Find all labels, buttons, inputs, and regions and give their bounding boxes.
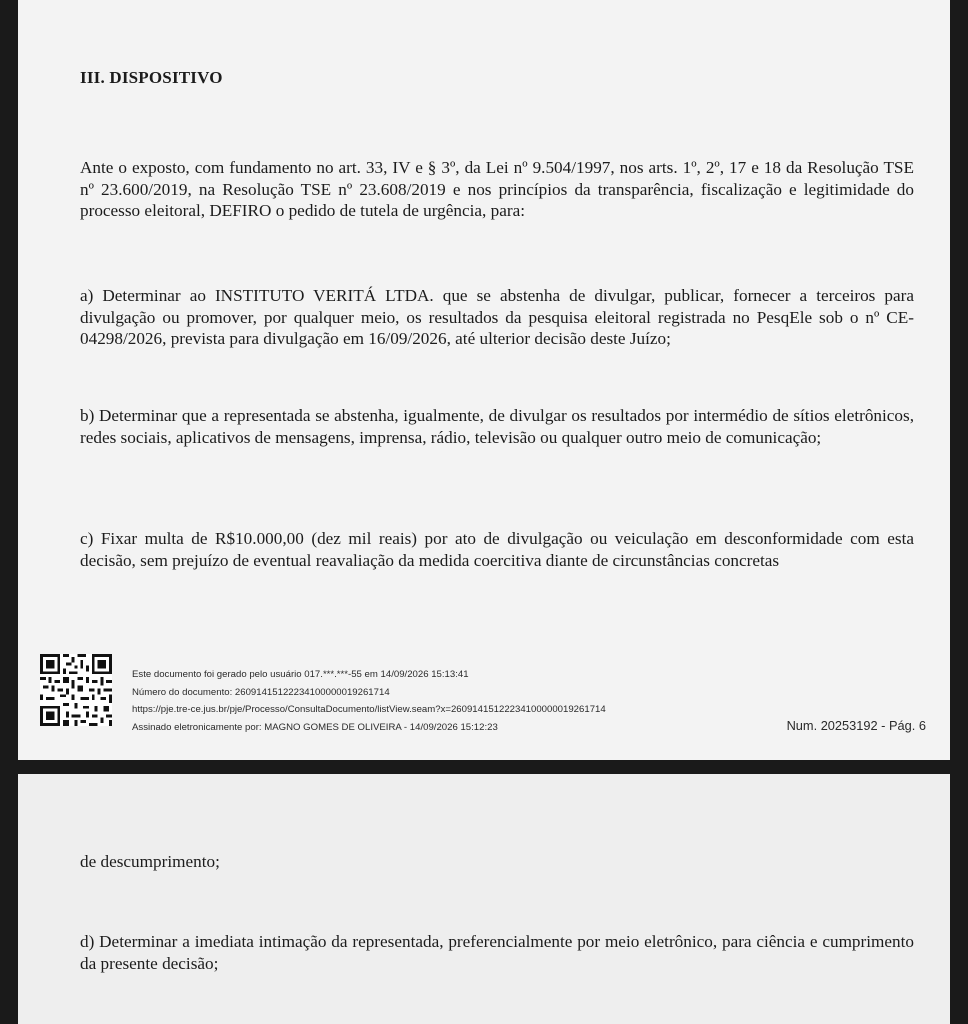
footer-url[interactable]: https://pje.tre-ce.jus.br/pje/Processo/ConsultaDocumento/listView.seam?x=26091415122234100000019261714: [132, 704, 606, 716]
footer-signature: Assinado eletronicamente por: MAGNO GOMES DE OLIVEIRA - 14/09/2026 15:12:23: [132, 721, 498, 733]
item-d-paragraph: d) Determinar a imediata intimação da representada, preferencialmente por meio eletrônico, para ciência e cumprimento da presente decisão;: [80, 932, 914, 973]
electronic-signature-info: [132, 666, 606, 736]
page-number: Num. 20253192 - Pág. 6: [786, 718, 926, 733]
item-b-paragraph: b) Determinar que a representada se abstenha, igualmente, de divulgar os resultados por intermédio de sítios eletrônicos, redes sociais, aplicativos de mensagens, imprensa, rádio, televisão ou qualquer outro meio de comunicação;: [80, 406, 914, 447]
intro-paragraph: Ante o exposto, com fundamento no art. 33, IV e § 3º, da Lei nº 9.504/1997, nos arts. 1º, 2º, 17 e 18 da Resolução TSE nº 23.600/2019, na Resolução TSE nº 23.608/2019 e nos princípios da transparência, fiscalização e legitimidade do processo eleitoral, DEFIRO o pedido de tutela de urgência, para:: [80, 158, 914, 220]
continuation-paragraph: de descumprimento;: [80, 852, 220, 871]
section-heading: III. DISPOSITIVO: [80, 68, 223, 87]
footer-document-number: Número do documento: 26091415122234100000019261714: [132, 686, 390, 698]
footer-generated-line: Este documento foi gerado pelo usuário 017.***.***-55 em 14/09/2026 15:13:41: [132, 669, 469, 680]
qr-code-icon: [40, 654, 112, 726]
document-page-6: [18, 0, 950, 760]
item-a-paragraph: a) Determinar ao INSTITUTO VERITÁ LTDA. que se abstenha de divulgar, publicar, fornecer a terceiros para divulgação ou promover, por qualquer meio, os resultados da pesquisa eleitoral registrada no PesqEle sob o nº CE-04298/2026, prevista para divulgação em 16/09/2026, até ulterior decisão deste Juízo;: [80, 286, 914, 348]
item-c-paragraph: c) Fixar multa de R$10.000,00 (dez mil reais) por ato de divulgação ou veiculação em desconformidade com esta decisão, sem prejuízo de eventual reavaliação da medida coercitiva diante de circunstâncias concretas: [80, 529, 914, 570]
document-page-7: [18, 774, 950, 1024]
